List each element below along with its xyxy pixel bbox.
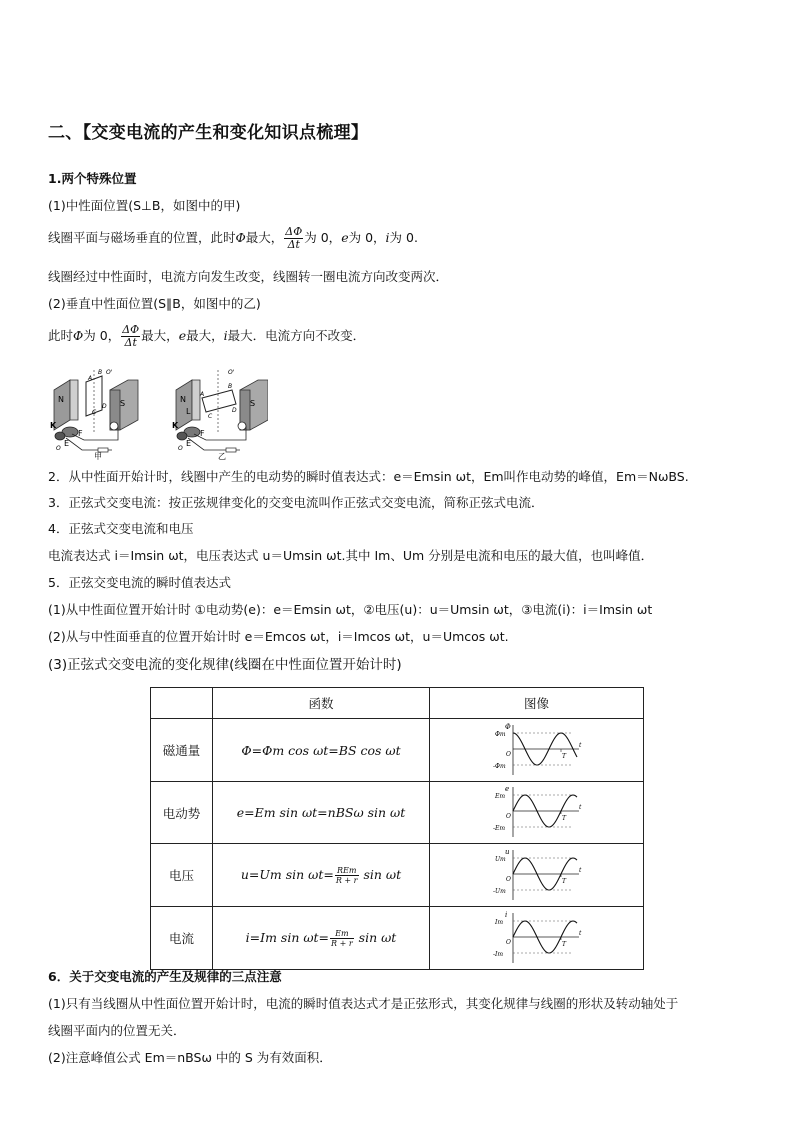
ac-variation-table	[150, 687, 644, 970]
paragraph-5-item-1: (1)从中性面位置开始计时 ①电动势(e)：e＝Emsin ωt，②电压(u)：u＝Umsin ωt，③电流(i)：i＝Imsin ωt	[48, 602, 653, 617]
emf-sine-graph	[491, 783, 583, 839]
label-C: C	[208, 413, 213, 420]
generator-jia	[50, 369, 138, 460]
label-D: D	[232, 407, 237, 414]
delta-phi-fraction: $\frac{\Delta\Phi}{\Delta t}$	[122, 323, 140, 349]
label-N: N	[180, 395, 186, 404]
table-header-cell: 图像	[430, 688, 644, 719]
neutral-plane-description: 线圈平面与磁场垂直的位置，此时Φ最大， $\frac{\Delta\Phi}{\Delta t}$ 为 0，e为 0，i为 0.	[48, 225, 418, 251]
row-graph	[430, 907, 644, 970]
paragraph-6-item-1: (1)只有当线圈从中性面位置开始计时，电流的瞬时值表达式才是正弦形式，其变化规律与线圈的形状及转动轴处于	[48, 996, 679, 1011]
label-B: B	[228, 383, 233, 390]
y-axis-label: Φ	[504, 722, 511, 731]
flux-cosine-graph	[491, 721, 583, 777]
row-name: 磁通量	[151, 719, 213, 782]
peak-label: Um	[494, 855, 506, 863]
row-name: 电流	[151, 907, 213, 970]
row-graph	[430, 782, 644, 844]
period-label: T	[561, 877, 566, 885]
label-E: E	[64, 439, 70, 448]
row-name: 电压	[151, 844, 213, 907]
paragraph-4-expression: 电流表达式 i＝Imsin ωt，电压表达式 u＝Umsin ωt.其中 Im、Um 分别是电流和电压的最大值，也叫峰值．	[48, 548, 654, 563]
peak-label: Em	[494, 793, 505, 800]
peak-label: Φm	[494, 730, 506, 738]
peak-label: Im	[494, 918, 503, 926]
generator-yi	[172, 369, 268, 460]
label-A: A	[88, 375, 93, 382]
neg-peak-label: -Um	[492, 887, 506, 895]
delta-phi-fraction: $\frac{\Delta\Phi}{\Delta t}$	[285, 225, 303, 251]
label-S: S	[250, 399, 256, 408]
neg-peak-label: -Im	[492, 950, 503, 958]
table-row	[151, 782, 644, 844]
label-O-prime: O'	[106, 369, 113, 376]
current-fraction: $\frac{Em}{R + r}$	[331, 928, 353, 948]
t-axis-label: t	[578, 804, 581, 811]
table-row	[151, 844, 644, 907]
label-O-prime: O'	[228, 369, 235, 376]
row-name: 电动势	[151, 782, 213, 844]
label-O: O	[56, 445, 61, 452]
section-title: 二、【交变电流的产生和变化知识点梳理】	[48, 123, 369, 143]
voltage-fraction: $\frac{\text{REm}}{R + r}$	[335, 865, 358, 885]
label-K: K	[172, 421, 179, 430]
y-axis-label: i	[504, 910, 507, 919]
paragraph-6-heading: 6．关于交变电流的产生及规律的三点注意	[48, 969, 282, 984]
label-F: F	[200, 429, 205, 438]
label-S: S	[120, 399, 126, 408]
paragraph-5-heading: 5．正弦交变电流的瞬时值表达式	[48, 575, 231, 590]
generator-figure	[48, 368, 268, 460]
label-E: E	[186, 439, 192, 448]
t-axis-label: t	[578, 866, 581, 874]
origin-label: O	[505, 750, 511, 758]
label-A: A	[200, 391, 205, 398]
origin-label: O	[505, 813, 511, 820]
current-sine-graph	[491, 909, 583, 965]
period-label: T	[561, 752, 566, 760]
row-formula: e=Em sin ωt=nBSω sin ωt	[213, 782, 430, 844]
neg-peak-label: -Φm	[492, 762, 506, 770]
origin-label: O	[505, 938, 511, 946]
label-B: B	[98, 369, 103, 376]
label-C: C	[92, 409, 97, 416]
paragraph-6-item-2: (2)注意峰值公式 Em＝nBSω 中的 S 为有效面积．	[48, 1050, 332, 1065]
direction-change-note: 线圈经过中性面时，电流方向发生改变，线圈转一圈电流方向改变两次．	[48, 269, 449, 284]
paragraph-3-sinusoidal-current: 3．正弦式交变电流：按正弦规律变化的交变电流叫作正弦式交变电流，简称正弦式电流．	[48, 495, 544, 510]
row-graph	[430, 844, 644, 907]
perpendicular-plane-description: 此时Φ为 0， $\frac{\Delta\Phi}{\Delta t}$ 最大，e最大，i最大．电流方向不改变．	[48, 323, 366, 349]
label-N: N	[58, 395, 64, 404]
paragraph-2-emf-expression: 2．从中性面开始计时，线圈中产生的电动势的瞬时值表达式：e＝Emsin ωt，Em叫作电动势的峰值，Em＝NωBS.	[48, 469, 689, 484]
label-L: L	[186, 407, 191, 416]
heading-special-positions: 1.两个特殊位置	[48, 171, 137, 186]
y-axis-label: u	[504, 847, 510, 856]
table-header-row	[151, 688, 644, 719]
table-row	[151, 907, 644, 970]
table-header-cell	[151, 688, 213, 719]
paragraph-4-heading: 4．正弦式交变电流和电压	[48, 521, 194, 536]
label-yi: 乙	[218, 452, 226, 460]
neutral-plane-subheading: (1)中性面位置(S⊥B，如图中的甲)	[48, 198, 241, 213]
label-D: D	[102, 403, 107, 410]
row-formula: u=Um sin ωt= $\frac{\text{REm}}{R + r}$ sin ωt	[213, 844, 430, 907]
paragraph-5-item-3: (3)正弦式交变电流的变化规律(线圈在中性面位置开始计时)	[48, 657, 402, 673]
paragraph-6-item-1-cont: 线圈平面内的位置无关．	[48, 1023, 186, 1038]
origin-label: O	[505, 875, 511, 883]
t-axis-label: t	[578, 929, 581, 937]
label-F: F	[78, 429, 83, 438]
period-label: T	[561, 940, 566, 948]
paragraph-5-item-2: (2)从与中性面垂直的位置开始计时 e＝Emcos ωt，i＝Imcos ωt，u＝Umcos ωt.	[48, 629, 509, 644]
row-formula: i=Im sin ωt= $\frac{Em}{R + r}$ sin ωt	[213, 907, 430, 970]
row-graph	[430, 719, 644, 782]
neg-peak-label: -Em	[492, 825, 505, 832]
label-K: K	[50, 421, 57, 430]
period-label: T	[561, 815, 566, 822]
row-formula: Φ=Φm cos ωt=BS cos ωt	[213, 719, 430, 782]
voltage-sine-graph	[491, 846, 583, 902]
t-axis-label: t	[578, 741, 581, 749]
label-jia: 甲	[94, 452, 102, 460]
perpendicular-plane-subheading: (2)垂直中性面位置(S∥B，如图中的乙)	[48, 296, 261, 311]
table-row	[151, 719, 644, 782]
y-axis-label: e	[504, 785, 509, 793]
label-O: O	[178, 445, 183, 452]
table-header-cell: 函数	[213, 688, 430, 719]
